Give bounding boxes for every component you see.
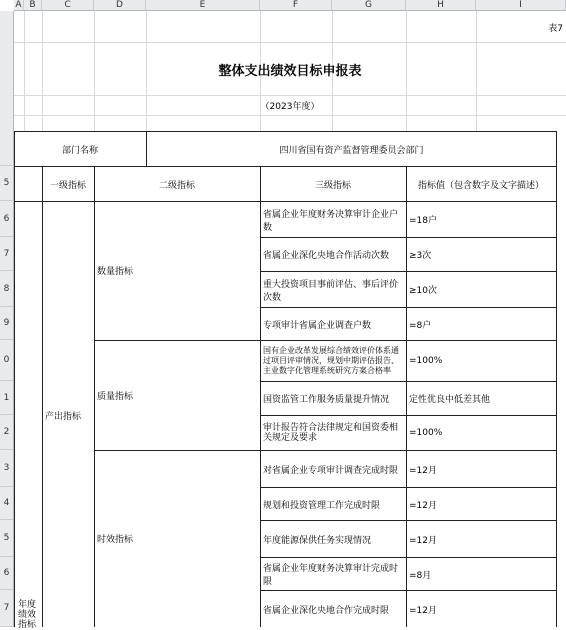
indicator-name[interactable]: 规划和投资管理工作完成时限 [263, 500, 381, 511]
row-header-13[interactable]: 3 [0, 450, 14, 487]
indicator-name[interactable]: 年度能源保供任务实现情况 [263, 535, 372, 546]
sheet-title[interactable]: 整体支出绩效目标申报表 [218, 64, 362, 79]
indicator-value[interactable]: =100% [409, 356, 443, 366]
indicator-name[interactable]: 国资监管工作服务质量提升情况 [263, 395, 390, 405]
group-timeliness[interactable]: 时效指标 [97, 534, 134, 545]
indicator-value[interactable]: =12月 [409, 500, 437, 511]
header-level2[interactable]: 二级指标 [158, 180, 195, 191]
indicator-name[interactable]: 重大投资项目事前评估、事后评价次数 [263, 279, 399, 303]
indicator-value[interactable]: =8户 [409, 320, 432, 331]
indicator-name[interactable]: 审计报告符合法律规定和国资委相关规定及要求 [263, 423, 399, 443]
column-header-d[interactable]: D [94, 0, 146, 11]
group-quality[interactable]: 质量指标 [97, 391, 134, 402]
sheet-year[interactable]: （2023年度） [260, 101, 320, 112]
grid-line [14, 42, 566, 43]
grid-line [14, 115, 566, 116]
column-header-h[interactable]: H [406, 0, 476, 11]
table-border [556, 131, 557, 627]
row-header-6[interactable]: 6 [0, 201, 14, 237]
column-header-g[interactable]: G [332, 0, 406, 11]
column-header-c[interactable]: C [42, 0, 94, 11]
indicator-value[interactable]: =12月 [409, 465, 437, 476]
column-header-e[interactable]: E [146, 0, 260, 11]
column-header-a[interactable]: A [14, 0, 24, 11]
row-header-15[interactable]: 5 [0, 520, 14, 557]
indicator-value[interactable]: =18户 [409, 216, 437, 226]
header-level1[interactable]: 一级指标 [49, 180, 86, 191]
dept-value[interactable]: 四川省国有资产监督管理委员会部门 [279, 145, 424, 156]
indicator-value[interactable]: ≥10次 [409, 286, 437, 296]
indicator-value[interactable]: ≥3次 [409, 251, 432, 261]
indicator-value[interactable]: =12月 [409, 605, 437, 616]
column-header-f[interactable]: F [260, 0, 332, 11]
indicator-value[interactable]: =8月 [409, 570, 432, 581]
grid-line [14, 95, 566, 96]
indicator-name[interactable]: 省属企业深化央地合作活动次数 [263, 251, 390, 261]
row-header-blank[interactable] [0, 11, 14, 166]
indicator-name[interactable]: 专项审计省属企业调查户数 [263, 320, 372, 331]
row-header-14[interactable]: 4 [0, 487, 14, 520]
dept-label[interactable]: 部门名称 [61, 145, 98, 156]
indicator-value[interactable]: =12月 [409, 535, 437, 546]
column-header-i[interactable]: I [476, 0, 566, 11]
row-header-16[interactable]: 6 [0, 557, 14, 590]
indicator-name[interactable]: 省属企业年度财务决算审计企业户数 [263, 209, 399, 233]
row-header-10[interactable]: 0 [0, 340, 14, 381]
row-header-9[interactable]: 9 [0, 307, 14, 340]
label-annual[interactable]: 年度绩效指标 [18, 600, 37, 630]
header-value[interactable]: 指标值（包含数字及文字描述） [417, 180, 544, 191]
row-header-7[interactable]: 7 [0, 237, 14, 271]
indicator-name[interactable]: 对省属企业专项审计调查完成时限 [263, 465, 399, 476]
row-header-12[interactable]: 2 [0, 415, 14, 450]
indicator-value[interactable]: 定性优良中低差其他 [409, 395, 491, 405]
row-header-11[interactable]: 1 [0, 381, 14, 415]
group-quantity[interactable]: 数量指标 [97, 266, 134, 277]
header-level3[interactable]: 三级指标 [314, 180, 351, 191]
indicator-name[interactable]: 国有企业改革发展综合绩效评价体系通过项目评审情况，规划中期评估报告、主业数字化管理系统研究方案合格率 [263, 346, 399, 375]
indicator-value[interactable]: =100% [409, 428, 443, 438]
table-number[interactable]: 表7 [548, 23, 563, 34]
row-header-5[interactable]: 5 [0, 166, 14, 201]
indicator-name[interactable]: 省属企业深化央地合作完成时限 [263, 605, 390, 616]
column-header-b[interactable]: B [24, 0, 42, 11]
label-output[interactable]: 产出指标 [45, 411, 82, 422]
table-border [14, 131, 15, 627]
indicator-name[interactable]: 省属企业年度财务决算审计完成时限 [263, 564, 399, 587]
row-header-17[interactable]: 7 [0, 590, 14, 627]
row-header-8[interactable]: 8 [0, 271, 14, 307]
